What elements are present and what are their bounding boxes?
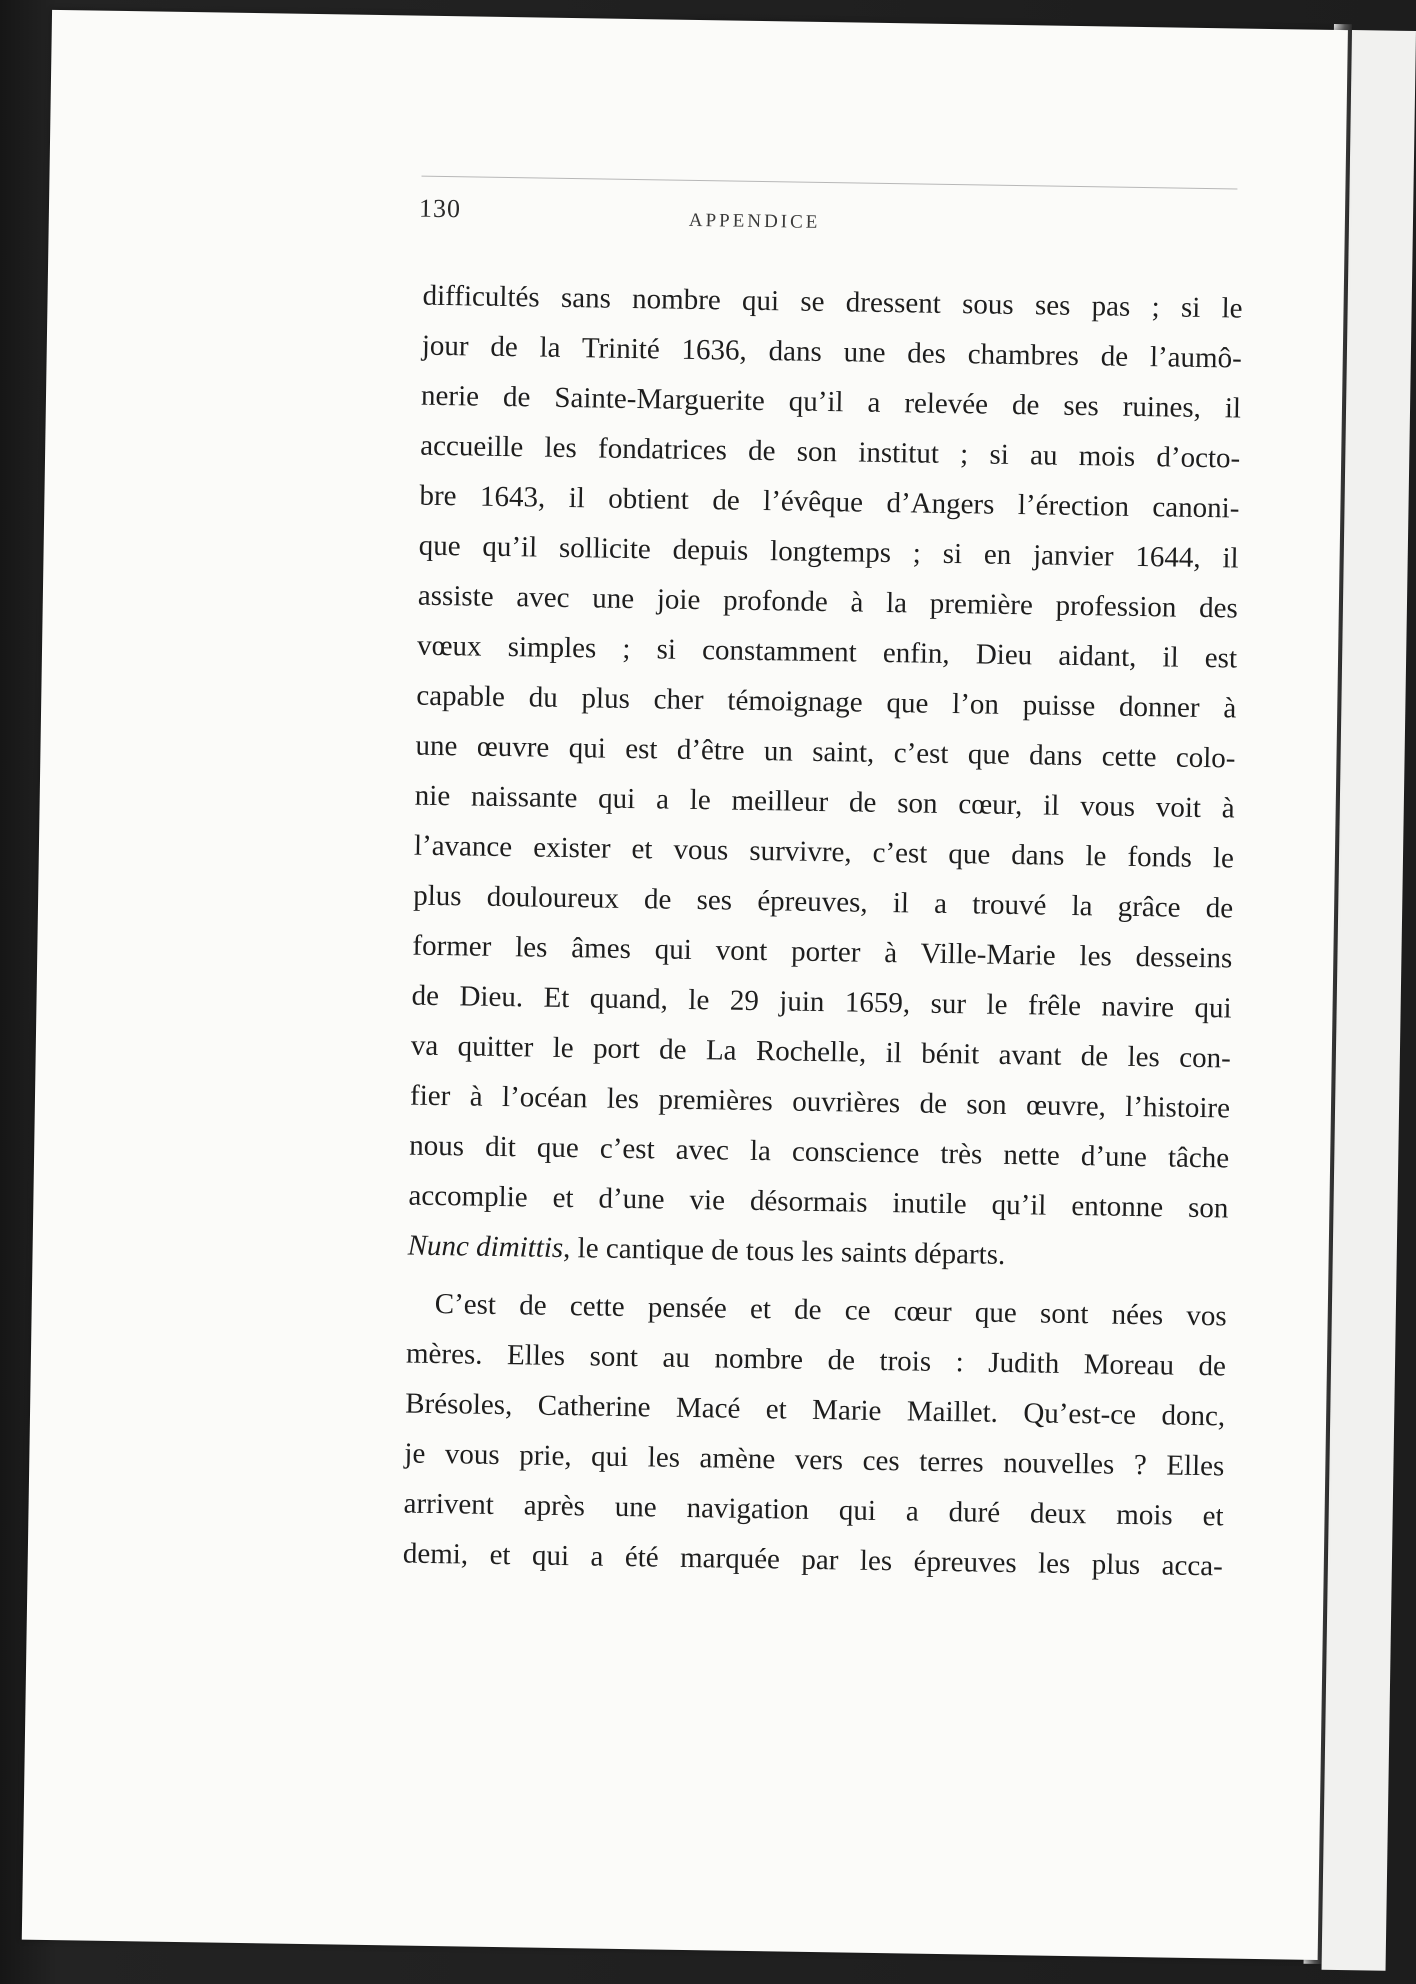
text-line: je vous prie, qui les amène vers ces terres nouvelles ? Elles bbox=[404, 1437, 1225, 1483]
text-line: accueille les fondatrices de son institut ; si au mois d’octo- bbox=[420, 429, 1241, 475]
text-line: bre 1643, il obtient de l’évêque d’Angers l’érection canoni- bbox=[419, 479, 1240, 525]
text-line: une œuvre qui est d’être un saint, c’est que dans cette colo- bbox=[415, 729, 1236, 775]
paragraph-2 bbox=[402, 1279, 1227, 1592]
text-fragment: , le cantique de tous les saints départs. bbox=[562, 1232, 1006, 1271]
text-line: assiste avec une joie profonde à la première profession des bbox=[417, 579, 1239, 625]
text-line: arrivent après une navigation qui a duré deux mois et bbox=[403, 1487, 1224, 1533]
text-line: que qu’il sollicite depuis longtemps ; si en janvier 1644, il bbox=[418, 529, 1239, 575]
text-line: C’est de cette pensée et de ce cœur que sont nées vos bbox=[434, 1287, 1227, 1333]
text-line: demi, et qui a été marquée par les épreuves les plus acca- bbox=[402, 1537, 1224, 1583]
text-line: de Dieu. Et quand, le 29 juin 1659, sur le frêle navire qui bbox=[411, 979, 1232, 1025]
text-line: capable du plus cher témoignage que l’on puisse donner à bbox=[416, 679, 1237, 725]
text-line: va quitter le port de La Rochelle, il bénit avant de les con- bbox=[410, 1029, 1232, 1075]
running-head: APPENDICE bbox=[688, 209, 821, 233]
text-line: nerie de Sainte-Marguerite qu’il a relevée de ses ruines, il bbox=[420, 379, 1242, 425]
header-rule bbox=[422, 176, 1238, 190]
paragraph-1 bbox=[407, 271, 1243, 1284]
body-text bbox=[402, 271, 1242, 1592]
text-line: mères. Elles sont au nombre de trois : Judith Moreau de bbox=[405, 1337, 1227, 1383]
text-line: nous dit que c’est avec la conscience très nette d’une tâche bbox=[409, 1129, 1230, 1175]
latin-phrase: Nunc dimittis bbox=[407, 1229, 564, 1265]
page-number: 130 bbox=[418, 193, 462, 224]
text-line: nie naissante qui a le meilleur de son cœur, il vous voit à bbox=[414, 779, 1235, 825]
text-line: Brésoles, Catherine Macé et Marie Maillet. Qu’est-ce donc, bbox=[404, 1387, 1226, 1433]
text-line: vœux simples ; si constamment enfin, Dieu aidant, il est bbox=[416, 629, 1238, 675]
text-line: difficultés sans nombre qui se dressent sous ses pas ; si le bbox=[422, 279, 1243, 325]
text-line: plus douloureux de ses épreuves, il a trouvé la grâce de bbox=[412, 879, 1234, 925]
book-page bbox=[22, 10, 1348, 1960]
text-line: former les âmes qui vont porter à Ville-Marie les desseins bbox=[412, 929, 1233, 975]
text-line: fier à l’océan les premières ouvrières de son œuvre, l’histoire bbox=[409, 1079, 1231, 1125]
text-line: l’avance exister et vous survivre, c’est que dans le fonds le bbox=[413, 829, 1235, 875]
text-line: accomplie et d’une vie désormais inutile qu’il entonne son bbox=[408, 1179, 1229, 1225]
text-line: jour de la Trinité 1636, dans une des chambres de l’aumô- bbox=[421, 329, 1243, 375]
